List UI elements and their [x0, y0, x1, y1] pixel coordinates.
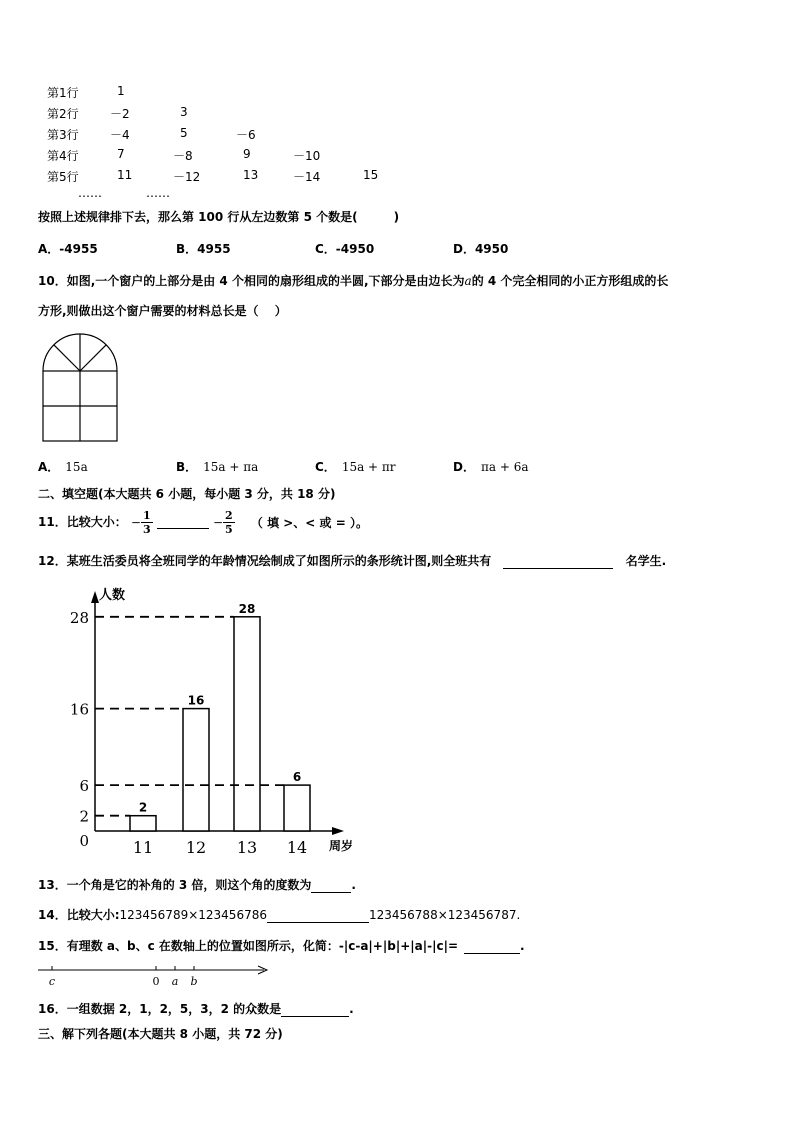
- answer-blank[interactable]: [464, 941, 520, 954]
- row-label: 第5行: [47, 170, 79, 184]
- bar: [183, 709, 209, 831]
- option-expr: 15a + πr: [341, 460, 396, 474]
- q10-text-b: 的 4 个完全相同的小正方形组成的长: [471, 274, 669, 288]
- row-label: 第2行: [47, 107, 79, 121]
- bar-value-label: 28: [238, 601, 256, 616]
- cell: －6: [236, 128, 256, 142]
- row-label: 第3行: [47, 128, 79, 142]
- cell: －2: [110, 107, 130, 121]
- q11-suffix: （ 填 >、< 或 = ）。: [250, 516, 368, 530]
- cell: 11: [117, 168, 133, 182]
- y-tick-label: 2: [79, 807, 89, 826]
- q9-option-a: A．-4955: [38, 242, 98, 256]
- q14-right: 123456788×123456787: [368, 908, 517, 922]
- x-tick-label: 14: [286, 838, 308, 857]
- cell: －12: [173, 170, 201, 184]
- denominator: 3: [142, 523, 151, 536]
- option-letter: C．: [315, 460, 336, 474]
- y-tick-label: 16: [69, 700, 89, 719]
- q10-var: a: [464, 274, 472, 288]
- x-tick-label: 13: [236, 838, 258, 857]
- q16: [38, 1000, 354, 1017]
- number-line-label: c: [48, 975, 56, 988]
- row-label: 第4行: [47, 149, 79, 163]
- q16-suffix: .: [349, 1002, 354, 1016]
- cell: 7: [117, 147, 125, 161]
- ellipsis: ……: [78, 186, 102, 200]
- ellipsis: ……: [146, 186, 170, 200]
- cell: 13: [243, 168, 259, 182]
- bar: [284, 785, 310, 831]
- y-axis-label: 人数: [99, 588, 126, 603]
- number-line-label: 0: [152, 975, 160, 988]
- cell: 9: [243, 147, 251, 161]
- cell: 1: [117, 84, 125, 98]
- y-axis-arrow: [91, 591, 99, 603]
- q9-option-c: C．-4950: [315, 242, 375, 256]
- x-tick-label: 12: [185, 838, 207, 857]
- cell: －10: [293, 149, 321, 163]
- cell: －8: [173, 149, 193, 163]
- q10-option-c: [315, 458, 396, 475]
- option-letter: A．: [38, 460, 60, 474]
- y-tick-label: 6: [79, 777, 89, 796]
- q14-left: 123456789×123456786: [119, 908, 267, 922]
- answer-blank[interactable]: [311, 880, 351, 893]
- q13: [38, 876, 356, 893]
- number-line-label: a: [171, 975, 179, 988]
- q10-option-d: [453, 458, 528, 475]
- q13-text: 13．一个角是它的补角的 3 倍，则这个角的度数为: [38, 878, 312, 892]
- option-letter: D．: [453, 460, 475, 474]
- q9-option-b: B．4955: [176, 242, 231, 256]
- cell: －4: [110, 128, 130, 142]
- fraction-2: [223, 509, 235, 536]
- q11: [38, 509, 368, 536]
- q10-option-a: [38, 458, 88, 475]
- q10-text-a: 10．如图,一个窗户的上部分是由 4 个相同的扇形组成的半圆,下部分是由边长为: [38, 274, 465, 288]
- option-expr: 15a + πa: [203, 460, 259, 474]
- y-tick-label: 0: [79, 832, 89, 850]
- x-axis-arrow: [332, 827, 344, 835]
- cell: 3: [180, 105, 188, 119]
- q10-option-b: [176, 458, 258, 475]
- number-line: [36, 960, 272, 990]
- q10-line2: 方形,则做出这个窗户需要的材料总长是（ ）: [38, 304, 287, 318]
- bar-value-label: 6: [292, 770, 302, 785]
- q11-prefix: 11．比较大小：: [38, 515, 127, 529]
- answer-blank[interactable]: [281, 1004, 349, 1017]
- x-axis-label: 周岁: [329, 839, 354, 853]
- section-3-heading: 三、解下列各题(本大题共 8 小题，共 72 分): [38, 1027, 283, 1041]
- fraction-1: [141, 509, 153, 536]
- bar-value-label: 16: [187, 693, 205, 708]
- q9-text: 按照上述规律排下去，那么第 100 行从左边数第 5 个数是( ): [38, 210, 400, 224]
- cell: 15: [363, 168, 379, 182]
- x-tick-label: 11: [132, 838, 154, 857]
- q14-prefix: 14．比较大小:: [38, 908, 120, 922]
- q10-line1: [38, 272, 668, 289]
- q14: [38, 906, 520, 923]
- answer-blank[interactable]: [267, 910, 369, 923]
- section-2-heading: 二、填空题(本大题共 6 小题，每小题 3 分，共 18 分): [38, 487, 336, 501]
- q12: [38, 552, 666, 569]
- q15-text: 15．有理数 a、b、c 在数轴上的位置如图所示，化简：-|c-a|+|b|+|a|-|c|=: [38, 939, 459, 953]
- denominator: 5: [225, 523, 233, 536]
- bar: [234, 617, 260, 831]
- q13-suffix: .: [351, 878, 356, 892]
- option-expr: 15a: [65, 460, 88, 474]
- bar-value-label: 2: [138, 800, 148, 815]
- age-bar-chart: [55, 583, 365, 858]
- q14-suffix: .: [516, 908, 521, 922]
- answer-blank[interactable]: [503, 556, 613, 569]
- q12-text: 12．某班生活委员将全班同学的年龄情况绘制成了如图所示的条形统计图,则全班共有: [38, 554, 492, 568]
- numerator: 1: [142, 509, 151, 522]
- answer-blank[interactable]: [157, 516, 209, 529]
- number-line-label: b: [190, 975, 198, 988]
- row-label: 第1行: [47, 86, 79, 100]
- frac2-sign: −: [212, 515, 224, 530]
- q15-suffix: .: [520, 939, 525, 953]
- window-figure: [40, 332, 120, 444]
- frac1-sign: −: [130, 515, 141, 530]
- y-tick-label: 28: [69, 608, 89, 627]
- numerator: 2: [225, 509, 233, 522]
- q15: [38, 937, 525, 954]
- q16-text: 16．一组数据 2，1，2，5，3，2 的众数是: [38, 1002, 282, 1016]
- bar: [130, 816, 156, 831]
- option-letter: B．: [176, 460, 198, 474]
- option-expr: πa + 6a: [480, 460, 529, 474]
- cell: －14: [293, 170, 321, 184]
- q9-option-d: D．4950: [453, 242, 509, 256]
- q12-suffix: 名学生.: [625, 554, 667, 568]
- cell: 5: [180, 126, 188, 140]
